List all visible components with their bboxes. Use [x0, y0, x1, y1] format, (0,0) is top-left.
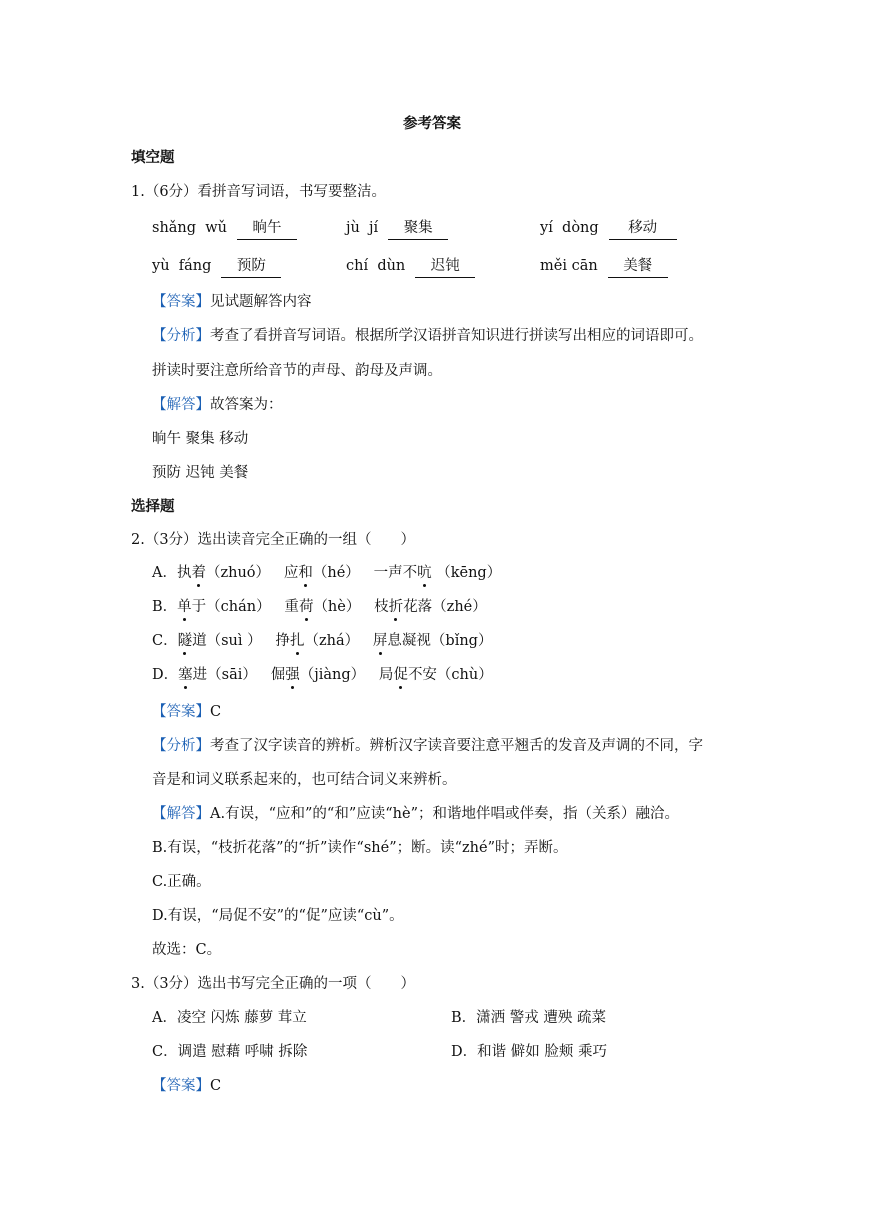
q2-solution: 【解答】A.有误，“应和”的“和”应读“hè”；和谐地伴唱或伴奏，指（关系）融洽。 [152, 806, 679, 822]
q1-analysis-cont: 拼读时要注意所给音节的声母、韵母及声调。 [152, 363, 442, 379]
q1-solution-line2: 预防 迟钝 美餐 [152, 465, 249, 481]
q1-analysis: 【分析】考查了看拼音写词语。根据所学汉语拼音知识进行拼读写出相应的词语即可。 [152, 328, 703, 344]
q1-item-3: yí dòng 移动 [540, 218, 677, 240]
q3-option-c: C．调遣 慰藉 呼啸 拆除 [152, 1044, 308, 1060]
q3-stem: 3.（3分）选出书写完全正确的一项（ ） [131, 976, 416, 992]
q3-option-b: B．潇洒 警戎 遭殃 疏菜 [451, 1010, 606, 1026]
q1-item-1: shǎng wǔ 晌午 [152, 218, 297, 240]
q1-word-1: 晌午 [237, 218, 297, 240]
q1-stem: 1.（6分）看拼音写词语，书写要整洁。 [131, 184, 387, 200]
q3-option-a: A．凌空 闪炼 藤萝 茸立 [152, 1010, 307, 1026]
q1-item-4: yù fáng 预防 [152, 256, 281, 278]
q2-option-b: B．单于（chán） 重荷（hè） 枝折花落（zhé） [152, 599, 487, 615]
q2-solution-line2: B.有误，“枝折花落”的“折”读作“shé”；断。读“zhé”时；弄断。 [152, 840, 568, 856]
q2-option-c: C．隧道（suì ） 挣扎（zhá） 屏息凝视（bǐng） [152, 633, 493, 649]
q1-word-3: 移动 [609, 218, 677, 240]
q2-analysis-cont: 音是和词义联系起来的，也可结合词义来辨析。 [152, 772, 457, 788]
q1-item-6: měi cān 美餐 [540, 256, 668, 278]
q1-item-5: chí dùn 迟钝 [346, 256, 475, 278]
q2-option-d: D．塞进（sāi） 倔强（jiàng） 局促不安（chù） [152, 667, 493, 683]
q3-option-d: D．和谐 僻如 脸颊 乘巧 [451, 1044, 607, 1060]
q3-answer: 【答案】C [152, 1078, 222, 1094]
section-fill-heading: 填空题 [131, 149, 175, 166]
q1-solution-line1: 晌午 聚集 移动 [152, 431, 249, 447]
page-title: 参考答案 [403, 115, 461, 132]
q2-solution-line5: 故选：C。 [152, 942, 222, 958]
q2-option-a: A．执着（zhuó） 应和（hé） 一声不吭 （kēng） [152, 565, 502, 581]
q1-solution: 【解答】故答案为： [152, 397, 283, 413]
q1-answer: 【答案】见试题解答内容 [152, 294, 312, 310]
q1-word-6: 美餐 [608, 256, 668, 278]
q1-word-2: 聚集 [388, 218, 448, 240]
q2-solution-line3: C.正确。 [152, 874, 211, 890]
section-choice-heading: 选择题 [131, 498, 175, 515]
q2-analysis: 【分析】考查了汉字读音的辨析。辨析汉字读音要注意平翘舌的发音及声调的不同，字 [152, 738, 703, 754]
q1-item-2: jù jí 聚集 [346, 218, 448, 240]
q2-stem: 2.（3分）选出读音完全正确的一组（ ） [131, 532, 416, 548]
q1-word-4: 预防 [221, 256, 281, 278]
q2-solution-line4: D.有误，“局促不安”的“促”应读“cù”。 [152, 908, 404, 924]
q1-word-5: 迟钝 [415, 256, 475, 278]
q2-answer: 【答案】C [152, 704, 222, 720]
